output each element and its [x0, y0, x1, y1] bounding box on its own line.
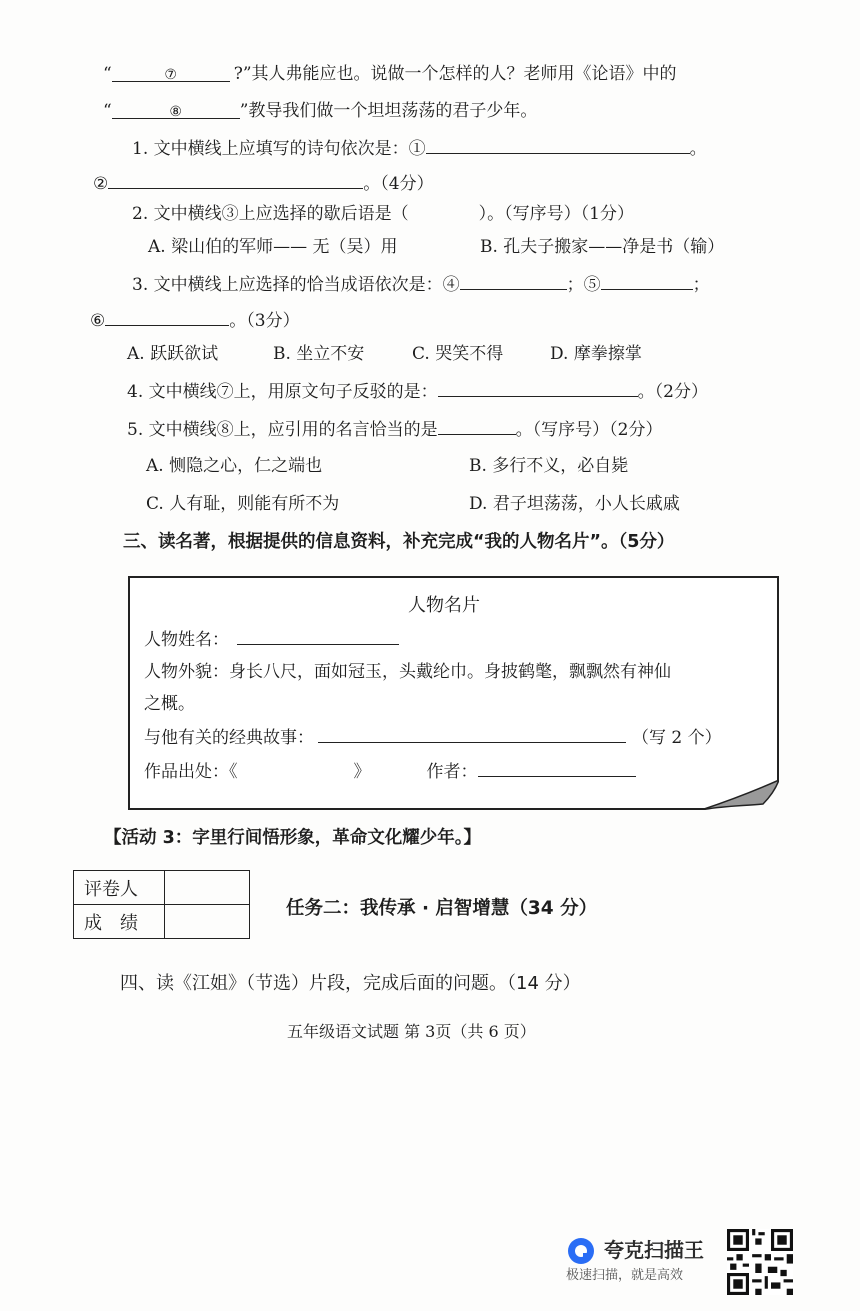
watermark-brand: 夸克扫描王: [604, 1238, 704, 1262]
q4-blank[interactable]: [438, 378, 638, 397]
score-cell[interactable]: [165, 905, 250, 939]
q2-text: 2. 文中横线③上应选择的歇后语是（: [132, 204, 409, 224]
q1-blank-1[interactable]: [426, 135, 690, 154]
qr-code-icon: [727, 1229, 793, 1295]
card-author-label: 作者：: [426, 762, 478, 782]
q3-cont-suffix: 。（3分）: [229, 311, 300, 331]
q3-opt-b: B. 坐立不安: [273, 344, 365, 364]
score-label: 成 绩: [74, 905, 165, 939]
q3-text: 3. 文中横线上应选择的恰当成语依次是：④: [132, 275, 460, 295]
q5-opt-a: A. 恻隐之心，仁之端也: [146, 456, 323, 476]
q3-cont-prefix: ⑥: [90, 311, 106, 331]
q1-cont-suffix: 。（4分）: [363, 174, 434, 194]
q3-sep: ；⑤: [566, 275, 601, 295]
q3-blank-6[interactable]: [105, 307, 229, 326]
activity-heading: 【活动 3：字里行间悟形象，革命文化耀少年。】: [104, 828, 482, 848]
card-story-suffix: （写 2 个）: [632, 728, 722, 748]
q1-end: 。: [689, 139, 707, 159]
card-look-line-1: 人物外貌：身长八尺，面如冠玉，头戴纶巾。身披鹤氅，飘飘然有神仙: [144, 662, 671, 682]
card-story-label: 与他有关的经典故事：: [144, 728, 314, 748]
q2: [132, 202, 634, 226]
page-curl-icon: [701, 780, 779, 810]
q4-text: 4. 文中横线⑦上，用原文句子反驳的是：: [127, 382, 438, 402]
q3-blank-4[interactable]: [460, 271, 567, 290]
q3: [132, 271, 710, 297]
q3-opt-a: A. 跃跃欲试: [127, 344, 219, 364]
q5-suffix: 。（写序号）（2分）: [515, 420, 663, 440]
q1-cont-prefix: ②: [93, 174, 109, 194]
character-card: [128, 576, 779, 810]
q3-end: ；: [692, 275, 710, 295]
card-name-blank[interactable]: [237, 626, 399, 645]
q5-blank[interactable]: [438, 416, 516, 435]
q3-cont: [90, 307, 300, 333]
task2-heading: 任务二：我传承 · 启智增慧（34 分）: [286, 898, 598, 919]
section4-heading: 四、读《江姐》（节选）片段，完成后面的问题。（14 分）: [120, 973, 581, 994]
q3-opt-c: C. 哭笑不得: [412, 344, 504, 364]
passage-line-1: “ ⑦ ?”其人弗能应也。说做一个怎样的人？老师用《论语》中的: [103, 64, 677, 84]
q2-suffix: ）。（写序号）（1分）: [478, 204, 634, 224]
q3-opt-d: D. 摩拳擦掌: [550, 344, 642, 364]
q5-opt-b: B. 多行不义，必自毙: [469, 456, 629, 476]
grade-table: [73, 870, 250, 939]
passage-text-1: ”其人弗能应也。说做一个怎样的人？老师用《论语》中的: [242, 64, 677, 84]
q1-text: 1. 文中横线上应填写的诗句依次是：①: [132, 139, 426, 159]
q3-blank-5[interactable]: [601, 271, 693, 290]
section3-heading: 三、读名著，根据提供的信息资料，补充完成“我的人物名片”。（5分）: [123, 532, 675, 552]
q2-opt-b: B. 孔夫子搬家——净是书（输）: [480, 237, 725, 257]
quark-logo-icon: [566, 1236, 596, 1266]
blank-8: ⑧: [112, 100, 240, 119]
q4-suffix: 。（2分）: [637, 382, 708, 402]
q5-opt-c: C. 人有耻，则能有所不为: [146, 494, 340, 514]
card-author-blank[interactable]: [478, 758, 636, 777]
q1-cont: [93, 170, 434, 196]
q5-opt-d: D. 君子坦荡荡，小人长戚戚: [469, 494, 680, 514]
card-source-label: 作品出处：《: [144, 762, 238, 782]
question-mark: ?: [233, 64, 243, 84]
q5-text: 5. 文中横线⑧上，应引用的名言恰当的是: [127, 420, 438, 440]
card-story-row: [144, 724, 722, 750]
passage-text-2: ”教导我们做一个坦坦荡荡的君子少年。: [239, 101, 538, 121]
q5: [127, 416, 662, 442]
q2-opt-a: A. 梁山伯的军师—— 无（吴）用: [148, 237, 398, 257]
passage-line-2: “ ⑧ ”教导我们做一个坦坦荡荡的君子少年。: [103, 101, 538, 121]
q1-blank-2[interactable]: [108, 170, 363, 189]
card-name-label: 人物姓名：: [144, 630, 229, 650]
blank-7: ⑦: [112, 63, 230, 82]
page-footer: 五年级语文试题 第 3页（共 6 页）: [287, 1022, 536, 1041]
card-look-line-2: 之概。: [144, 694, 195, 714]
card-source-row: [144, 758, 636, 784]
card-title: 人物名片: [408, 595, 480, 616]
card-name-row: [144, 626, 399, 652]
card-story-blank[interactable]: [318, 724, 626, 743]
watermark-slogan: 极速扫描，就是高效: [566, 1268, 684, 1283]
grader-cell[interactable]: [165, 871, 250, 905]
grader-label: 评卷人: [74, 871, 165, 905]
q1: [132, 135, 707, 161]
q4: [127, 378, 708, 404]
card-source-close: 》: [353, 762, 371, 782]
